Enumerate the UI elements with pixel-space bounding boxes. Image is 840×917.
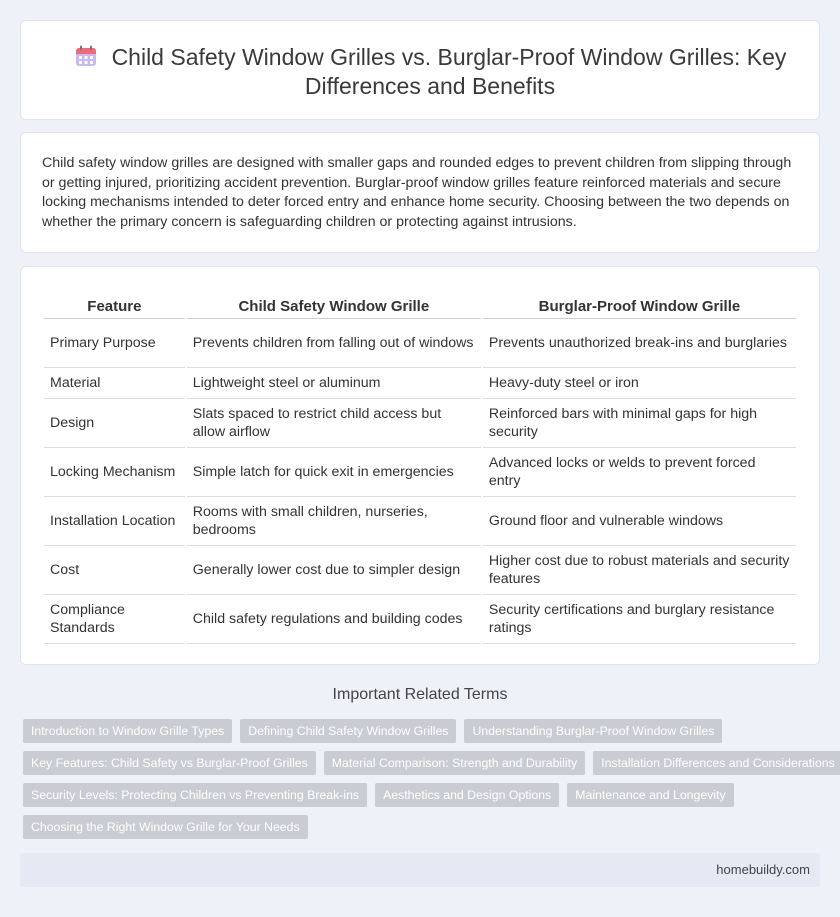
header-burglar-proof: Burglar-Proof Window Grille: [483, 295, 796, 319]
intro-paragraph: Child safety window grilles are designed with smaller gaps and rounded edges to prevent children from slipping through or getting injured, prioritizing accident prevention. Burglar-proof window grilles feature reinforced materials and secure locking mechanisms intended to deter forced entry and enhance home security. Choosing between the two depends on whether the primary concern is safeguarding children or protecting against intrusions.: [42, 155, 792, 230]
row-burglar-proof: Security certifications and burglary resistance ratings: [483, 595, 796, 644]
table-row: [44, 595, 796, 644]
tag-link[interactable]: Key Features: Child Safety vs Burglar-Proof Grilles: [23, 751, 316, 775]
footer-site-link[interactable]: homebuildy.com: [716, 862, 810, 877]
row-child-safety: Child safety regulations and building codes: [187, 595, 481, 644]
row-feature: Compliance Standards: [44, 595, 185, 644]
tag-row: [23, 751, 835, 775]
intro-card: [20, 132, 820, 253]
table-row: [44, 546, 796, 595]
table-row: [44, 448, 796, 497]
row-feature: Design: [44, 399, 185, 448]
footer: [20, 853, 820, 887]
row-feature: Material: [44, 368, 185, 399]
row-feature: Primary Purpose: [44, 319, 185, 368]
tag-row: [23, 719, 823, 743]
row-child-safety: Prevents children from falling out of windows: [187, 319, 481, 368]
row-burglar-proof: Reinforced bars with minimal gaps for high security: [483, 399, 796, 448]
calendar-icon: [74, 44, 98, 68]
row-feature: Locking Mechanism: [44, 448, 185, 497]
tag-link[interactable]: Understanding Burglar-Proof Window Grilles: [464, 719, 722, 743]
row-burglar-proof: Higher cost due to robust materials and security features: [483, 546, 796, 595]
page-title-wrap: [61, 43, 799, 101]
row-burglar-proof: Advanced locks or welds to prevent forced entry: [483, 448, 796, 497]
tag-link[interactable]: Maintenance and Longevity: [567, 783, 733, 807]
table-row: [44, 497, 796, 546]
row-burglar-proof: Heavy-duty steel or iron: [483, 368, 796, 399]
row-child-safety: Rooms with small children, nurseries, bedrooms: [187, 497, 481, 546]
row-feature: Cost: [44, 546, 185, 595]
row-child-safety: Lightweight steel or aluminum: [187, 368, 481, 399]
row-child-safety: Simple latch for quick exit in emergencies: [187, 448, 481, 497]
row-feature: Installation Location: [44, 497, 185, 546]
table-header-row: [44, 295, 796, 319]
tag-link[interactable]: Material Comparison: Strength and Durability: [324, 751, 585, 775]
tag-link[interactable]: Installation Differences and Considerations: [593, 751, 840, 775]
tag-link[interactable]: Defining Child Safety Window Grilles: [240, 719, 456, 743]
tag-link[interactable]: Aesthetics and Design Options: [375, 783, 559, 807]
tag-link[interactable]: Security Levels: Protecting Children vs Preventing Break-ins: [23, 783, 367, 807]
related-terms-tags: [23, 719, 835, 847]
row-child-safety: Generally lower cost due to simpler design: [187, 546, 481, 595]
tag-link[interactable]: Introduction to Window Grille Types: [23, 719, 232, 743]
row-child-safety: Slats spaced to restrict child access but allow airflow: [187, 399, 481, 448]
header-feature: Feature: [44, 295, 185, 319]
tag-row: [23, 783, 823, 807]
row-burglar-proof: Prevents unauthorized break-ins and burglaries: [483, 319, 796, 368]
related-terms-title: Important Related Terms: [332, 686, 508, 703]
table-row: [44, 399, 796, 448]
row-burglar-proof: Ground floor and vulnerable windows: [483, 497, 796, 546]
comparison-table-card: [20, 266, 820, 665]
table-row: [44, 319, 796, 368]
comparison-table: [42, 295, 798, 644]
tag-link[interactable]: Choosing the Right Window Grille for Your Needs: [23, 815, 308, 839]
page-title: Child Safety Window Grilles vs. Burglar-Proof Window Grilles: Key Differences and Benefits: [111, 44, 787, 99]
header-child-safety: Child Safety Window Grille: [187, 295, 481, 319]
table-row: [44, 368, 796, 399]
title-card: [20, 20, 820, 120]
tag-row: [23, 815, 823, 839]
